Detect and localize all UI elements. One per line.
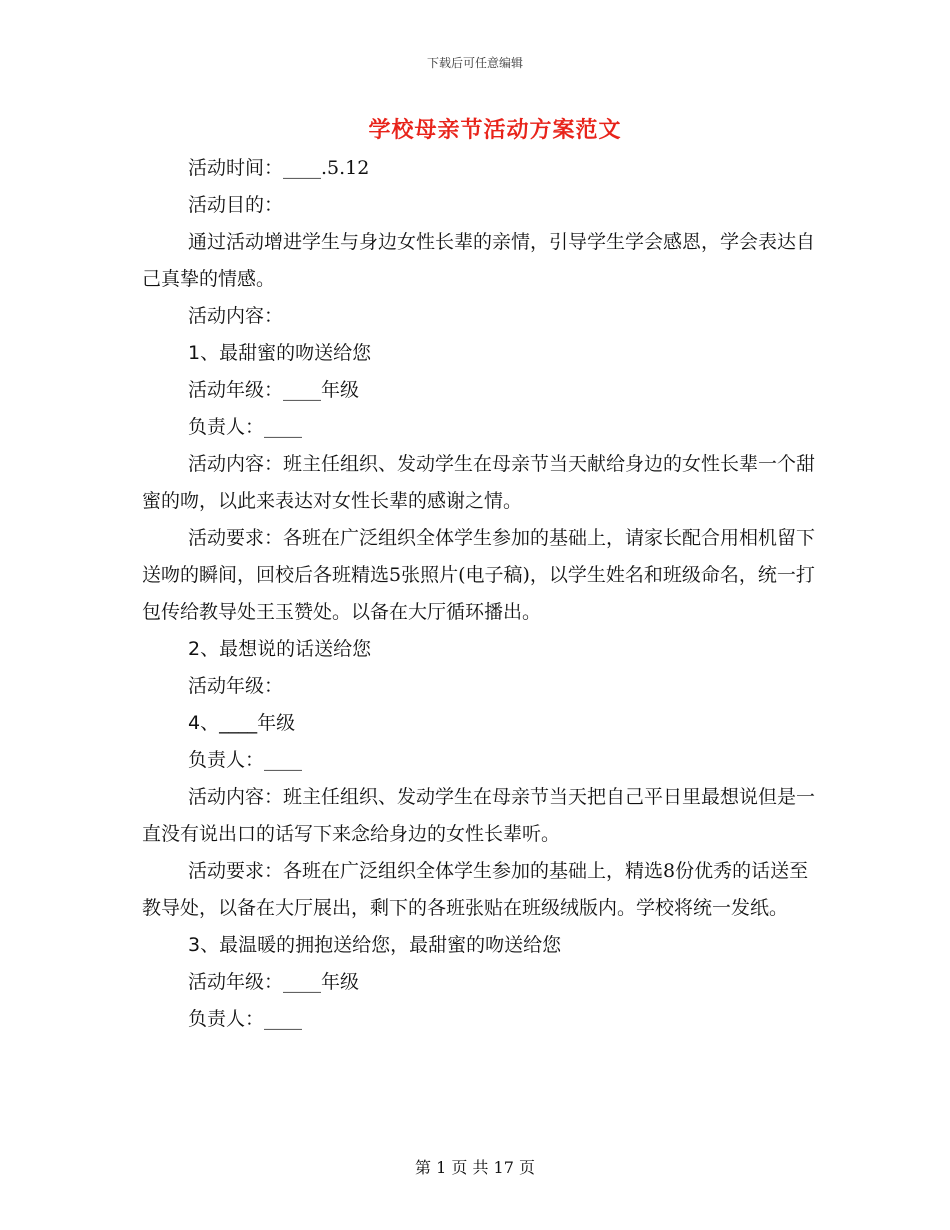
section-1-owner: 负责人：____ [188,416,303,438]
section-2-owner: 负责人：____ [188,749,303,771]
paragraph-activity-time: 活动时间：____.5.12 [188,157,370,179]
paragraph-purpose-text: 通过活动增进学生与身边女性长辈的亲情，引导学生学会感恩，学会表达自己真挚的情感。 [142,231,816,290]
section-2-content: 活动内容：班主任组织、发动学生在母亲节当天把自己平日里最想说但是一直没有说出口的话写下来念给身边的女性长辈听。 [142,786,816,845]
document-title: 学校母亲节活动方案范文 [368,117,622,143]
section-1-heading: 1、最甜蜜的吻送给您 [188,342,372,364]
page-footer: 第 1 页 共 17 页 [415,1158,535,1177]
section-3-owner: 负责人：____ [188,1008,303,1030]
header-note: 下载后可任意编辑 [426,56,523,70]
section-2-heading: 2、最想说的话送给您 [188,638,372,660]
section-3-heading: 3、最温暖的拥抱送给您，最甜蜜的吻送给您 [188,934,562,956]
section-1-content: 活动内容：班主任组织、发动学生在母亲节当天献给身边的女性长辈一个甜蜜的吻，以此来表达对女性长辈的感谢之情。 [142,453,816,512]
section-3-grade: 活动年级：____年级 [188,971,360,993]
paragraph-purpose-heading: 活动目的： [188,194,284,216]
paragraph-content-heading: 活动内容： [188,305,284,327]
section-2-grade-label: 活动年级： [188,675,284,697]
section-1-grade: 活动年级：____年级 [188,379,360,401]
document-body [142,150,822,1038]
section-1-requirement: 活动要求：各班在广泛组织全体学生参加的基础上，请家长配合用相机留下送吻的瞬间，回校后各班精选5张照片(电子稿)，以学生姓名和班级命名，统一打包传给教导处王玉赞处。以备在大厅循环播出。 [142,527,816,623]
section-2-grade-value: 4、____年级 [188,712,296,734]
section-2-requirement: 活动要求：各班在广泛组织全体学生参加的基础上，精选8份优秀的话送至教导处，以备在大厅展出，剩下的各班张贴在班级绒版内。学校将统一发纸。 [142,860,809,919]
